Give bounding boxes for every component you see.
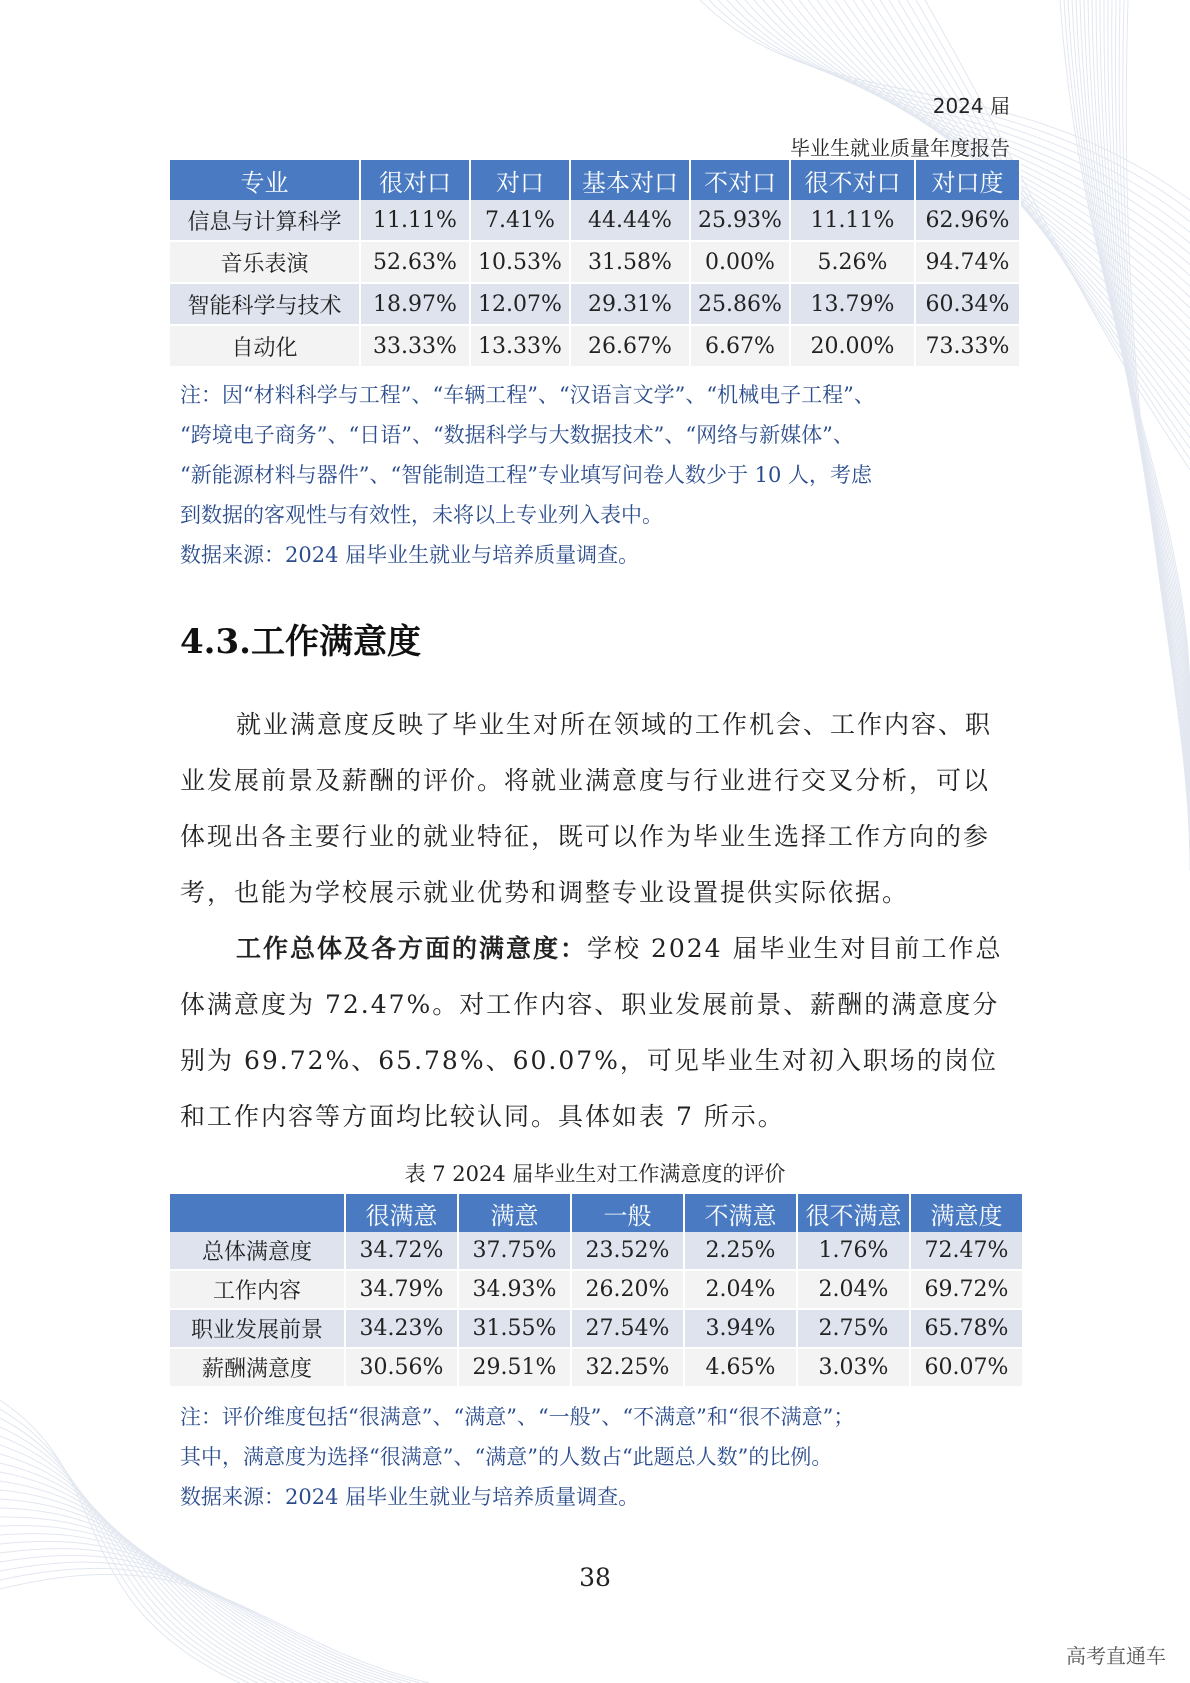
table-cell: 0.00% xyxy=(690,241,790,283)
column-header: 对口度 xyxy=(915,160,1020,200)
column-header: 很对口 xyxy=(360,160,470,200)
table-cell: 2.04% xyxy=(797,1270,910,1309)
table-cell: 34.93% xyxy=(458,1270,571,1309)
row-label: 信息与计算科学 xyxy=(170,200,360,241)
table-cell: 29.51% xyxy=(458,1348,571,1387)
table-cell: 60.34% xyxy=(915,283,1020,325)
table-cell: 94.74% xyxy=(915,241,1020,283)
column-header: 不满意 xyxy=(684,1194,797,1232)
table-cell: 31.55% xyxy=(458,1309,571,1348)
row-label: 总体满意度 xyxy=(170,1232,345,1270)
table-note xyxy=(180,1397,1020,1517)
data-source: 数据来源：2024 届毕业生就业与培养质量调查。 xyxy=(180,543,640,567)
row-label: 薪酬满意度 xyxy=(170,1348,345,1387)
note-line: 注：因“材料科学与工程”、“车辆工程”、“汉语言文学”、“机械电子工程”、 xyxy=(180,383,875,407)
body-paragraph xyxy=(180,697,1010,921)
table-cell: 18.97% xyxy=(360,283,470,325)
note-line: “新能源材料与器件”、“智能制造工程”专业填写问卷人数少于 10 人，考虑 xyxy=(180,463,873,487)
table-row xyxy=(170,200,1020,241)
table-cell: 26.20% xyxy=(571,1270,684,1309)
table-cell: 10.53% xyxy=(470,241,570,283)
table-cell: 12.07% xyxy=(470,283,570,325)
table-cell: 32.25% xyxy=(571,1348,684,1387)
column-header: 一般 xyxy=(571,1194,684,1232)
column-header: 不对口 xyxy=(690,160,790,200)
table-cell: 23.52% xyxy=(571,1232,684,1270)
table-cell: 13.33% xyxy=(470,325,570,367)
column-header: 很不对口 xyxy=(790,160,915,200)
table-header-row xyxy=(170,160,1020,200)
table-cell: 27.54% xyxy=(571,1309,684,1348)
report-header xyxy=(790,92,1010,162)
table-cell: 34.72% xyxy=(345,1232,458,1270)
row-label: 智能科学与技术 xyxy=(170,283,360,325)
table-note xyxy=(180,375,1020,575)
table-cell: 31.58% xyxy=(570,241,690,283)
paragraph-lead: 工作总体及各方面的满意度： xyxy=(236,934,588,963)
table-cell: 69.72% xyxy=(910,1270,1023,1309)
table-cell: 3.03% xyxy=(797,1348,910,1387)
table-cell: 3.94% xyxy=(684,1309,797,1348)
table-cell: 13.79% xyxy=(790,283,915,325)
table-cell: 34.79% xyxy=(345,1270,458,1309)
table-cell: 26.67% xyxy=(570,325,690,367)
table-row xyxy=(170,241,1020,283)
table-cell: 2.25% xyxy=(684,1232,797,1270)
table-row xyxy=(170,325,1020,367)
table-cell: 2.04% xyxy=(684,1270,797,1309)
paragraph-text: 就业满意度反映了毕业生对所在领域的工作机会、工作内容、职业发展前景及薪酬的评价。将就业满意度与行业进行交叉分析，可以体现出各主要行业的就业特征，既可以作为毕业生选择工作方向的参考，也能为学校展示就业优势和调整专业设置提供实际依据。 xyxy=(180,710,993,907)
table-cell: 29.31% xyxy=(570,283,690,325)
table-header-row xyxy=(170,1194,1023,1232)
paragraph-text: 学校 2024 届毕业生对目前工作总体满意度为 72.47%。对工作内容、职业发展前景、薪酬的满意度分别为 69.72%、65.78%、60.07%，可见毕业生对初入职场的岗位和工作内容等方面均比较认同。具体如表 7 所示。 xyxy=(180,934,1003,1131)
table-cell: 60.07% xyxy=(910,1348,1023,1387)
page-number: 38 xyxy=(579,1563,611,1592)
table-caption: 表 7 2024 届毕业生对工作满意度的评价 xyxy=(404,1162,786,1186)
column-header: 对口 xyxy=(470,160,570,200)
table-cell: 11.11% xyxy=(360,200,470,241)
table-cell: 5.26% xyxy=(790,241,915,283)
table-cell: 1.76% xyxy=(797,1232,910,1270)
note-line: “跨境电子商务”、“日语”、“数据科学与大数据技术”、“网络与新媒体”、 xyxy=(180,423,854,447)
table-cell: 11.11% xyxy=(790,200,915,241)
table-cell: 65.78% xyxy=(910,1309,1023,1348)
row-label: 自动化 xyxy=(170,325,360,367)
header-year: 2024 届 xyxy=(932,94,1010,118)
table-row xyxy=(170,1232,1023,1270)
table-cell: 25.93% xyxy=(690,200,790,241)
row-label: 工作内容 xyxy=(170,1270,345,1309)
table-cell: 33.33% xyxy=(360,325,470,367)
row-label: 职业发展前景 xyxy=(170,1309,345,1348)
table-row xyxy=(170,283,1020,325)
table-cell: 72.47% xyxy=(910,1232,1023,1270)
column-header: 很满意 xyxy=(345,1194,458,1232)
table-cell: 30.56% xyxy=(345,1348,458,1387)
table-row xyxy=(170,1348,1023,1387)
table-row xyxy=(170,1270,1023,1309)
table-cell: 7.41% xyxy=(470,200,570,241)
table-cell: 73.33% xyxy=(915,325,1020,367)
table-cell: 34.23% xyxy=(345,1309,458,1348)
table-cell: 44.44% xyxy=(570,200,690,241)
column-header: 专业 xyxy=(170,160,360,200)
table-row xyxy=(170,1309,1023,1348)
row-label: 音乐表演 xyxy=(170,241,360,283)
header-title: 毕业生就业质量年度报告 xyxy=(790,136,1010,160)
section-heading: 4.3.工作满意度 xyxy=(180,622,421,662)
table-cell: 6.67% xyxy=(690,325,790,367)
note-line: 到数据的客观性与有效性，未将以上专业列入表中。 xyxy=(180,503,663,527)
watermark: 高考直通车 xyxy=(1066,1644,1166,1668)
table-cell: 4.65% xyxy=(684,1348,797,1387)
column-header: 满意 xyxy=(458,1194,571,1232)
table-cell: 20.00% xyxy=(790,325,915,367)
column-header: 基本对口 xyxy=(570,160,690,200)
note-line: 其中，满意度为选择“很满意”、“满意”的人数占“此题总人数”的比例。 xyxy=(180,1445,833,1469)
column-header: 很不满意 xyxy=(797,1194,910,1232)
major-match-table xyxy=(170,160,1021,368)
table-cell: 2.75% xyxy=(797,1309,910,1348)
data-source: 数据来源：2024 届毕业生就业与培养质量调查。 xyxy=(180,1485,640,1509)
table-cell: 25.86% xyxy=(690,283,790,325)
body-paragraph xyxy=(180,921,1010,1145)
satisfaction-table xyxy=(170,1194,1024,1388)
table-cell: 52.63% xyxy=(360,241,470,283)
table-cell: 62.96% xyxy=(915,200,1020,241)
table-cell: 37.75% xyxy=(458,1232,571,1270)
column-header xyxy=(170,1194,345,1232)
column-header: 满意度 xyxy=(910,1194,1023,1232)
note-line: 注：评价维度包括“很满意”、“满意”、“一般”、“不满意”和“很不满意”； xyxy=(180,1405,855,1429)
